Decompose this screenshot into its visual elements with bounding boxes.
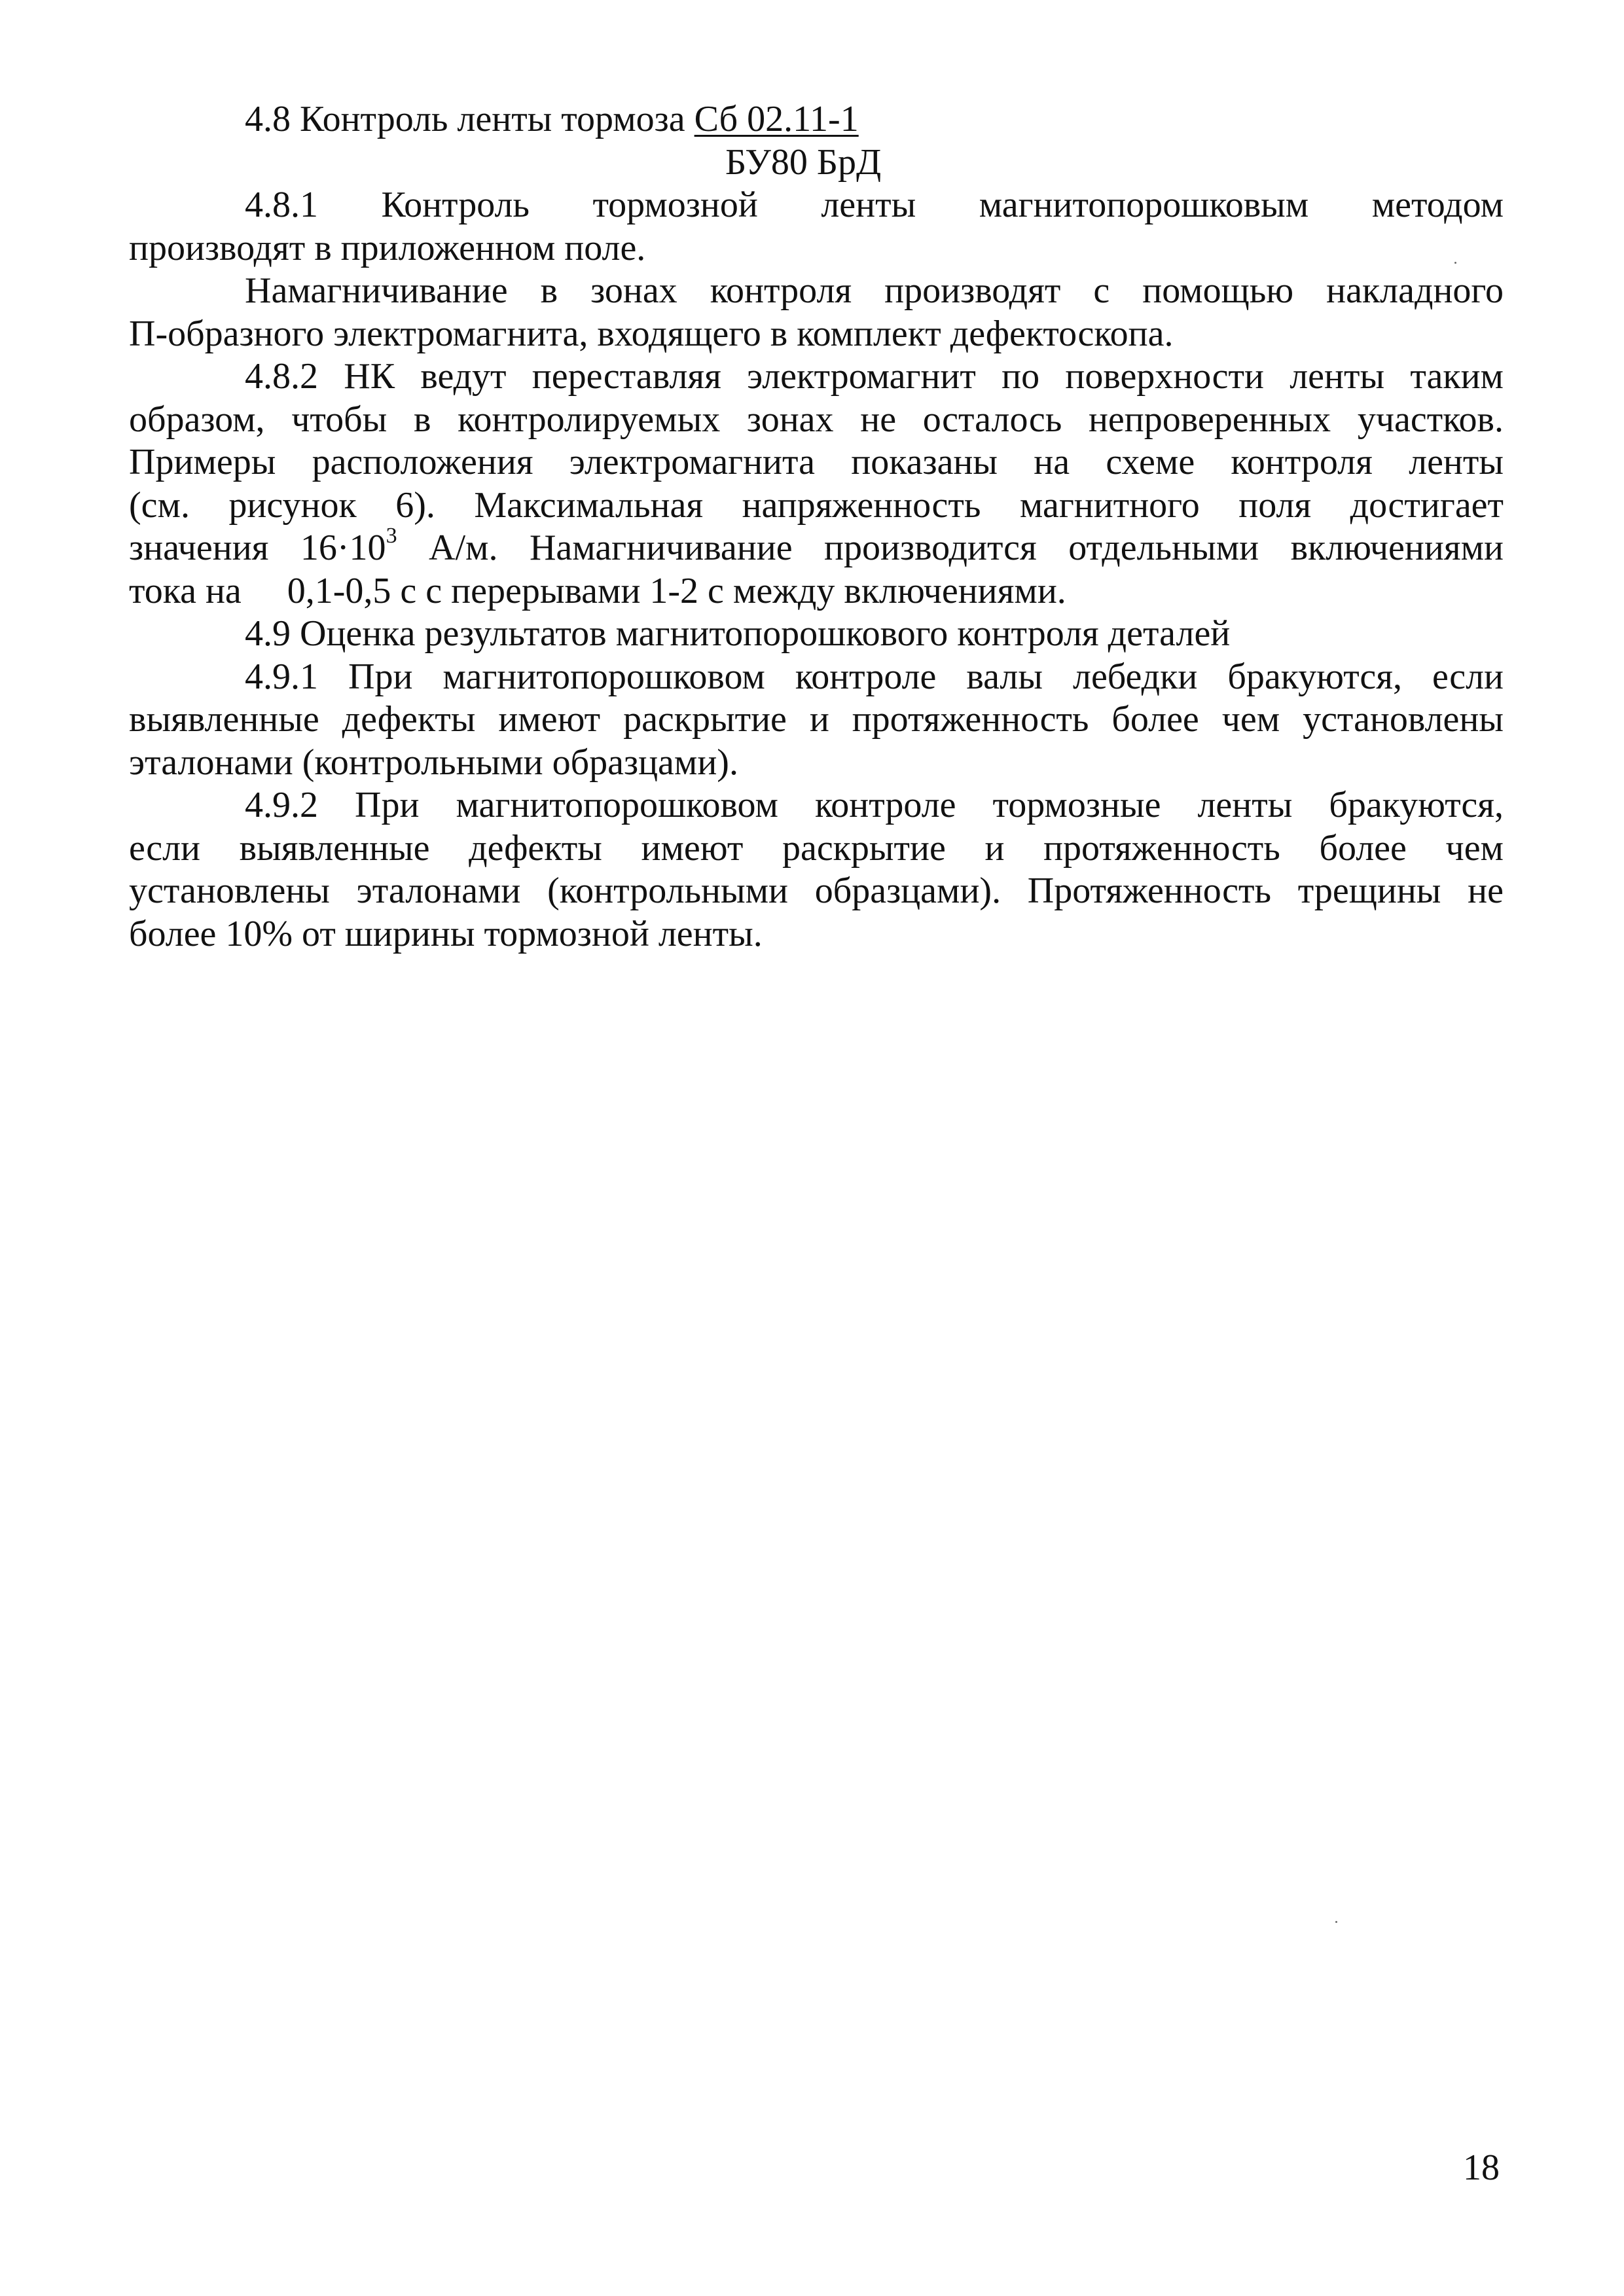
drawing-reference-line-2: БУ80 БрД [725, 141, 882, 183]
paragraph-4-8-2-line-1: 4.8.2 НК ведут переставляя электромагнит по поверхности ленты таким [245, 356, 1504, 397]
drawing-reference: Сб 02.11-1 [694, 99, 859, 139]
paragraph-4-9-1-line-1: 4.9.1 При магнитопорошковом контроле валы лебедки бракуются, если [245, 656, 1504, 697]
paragraph-4-8-2-line-6: тока на 0,1-0,5 с с перерывами 1-2 с между включениями. [129, 570, 1066, 611]
section-heading-4-8: 4.8 Контроль ленты тормоза Сб 02.11-1 [245, 99, 859, 139]
document-body [129, 98, 1504, 956]
paragraph-4-9-2-line-4: более 10% от ширины тормозной ленты. [129, 913, 763, 954]
superscript-exponent: 3 [386, 524, 397, 548]
paragraph-4-9-2-line-2: если выявленные дефекты имеют раскрытие и протяженность более чем [129, 827, 1504, 869]
paragraph-4-9-1-line-2: выявленные дефекты имеют раскрытие и протяженность более чем установлены [129, 699, 1504, 740]
paragraph-4-9-1-line-3: эталонами (контрольными образцами). [129, 742, 738, 783]
scan-speck [1335, 1921, 1337, 1923]
paragraph-4-8-1-line-1: 4.8.1 Контроль тормозной ленты магнитопорошковым методом [245, 185, 1504, 225]
page-number: 18 [1463, 2147, 1500, 2188]
paragraph-4-9-2-line-1: 4.9.2 При магнитопорошковом контроле тормозные ленты бракуются, [245, 785, 1504, 825]
section-heading-4-9: 4.9 Оценка результатов магнитопорошкового контроля деталей [245, 613, 1231, 654]
paragraph-magnetization-line-1: Намагничивание в зонах контроля производят с помощью накладного [245, 270, 1504, 311]
paragraph-4-8-2-line-2: образом, чтобы в контролируемых зонах не осталось непроверенных участков. [129, 399, 1504, 440]
paragraph-4-8-2-line-3: Примеры расположения электромагнита показаны на схеме контроля ленты [129, 442, 1504, 482]
paragraph-4-8-2-line-4: (см. рисунок 6). Максимальная напряженность магнитного поля достигает [129, 484, 1504, 526]
paragraph-magnetization-line-2: П-образного электромагнита, входящего в комплект дефектоскопа. [129, 313, 1174, 354]
paragraph-4-8-1-line-2: производят в приложенном поле. [129, 227, 646, 268]
paragraph-4-8-2-line-5: значения $16\cdot 10^3$ А/м. Намагничивание производится отдельными включениями [129, 524, 1504, 568]
scan-speck [1454, 262, 1456, 264]
paragraph-4-9-2-line-3: установлены эталонами (контрольными образцами). Протяженность трещины не [129, 870, 1504, 911]
